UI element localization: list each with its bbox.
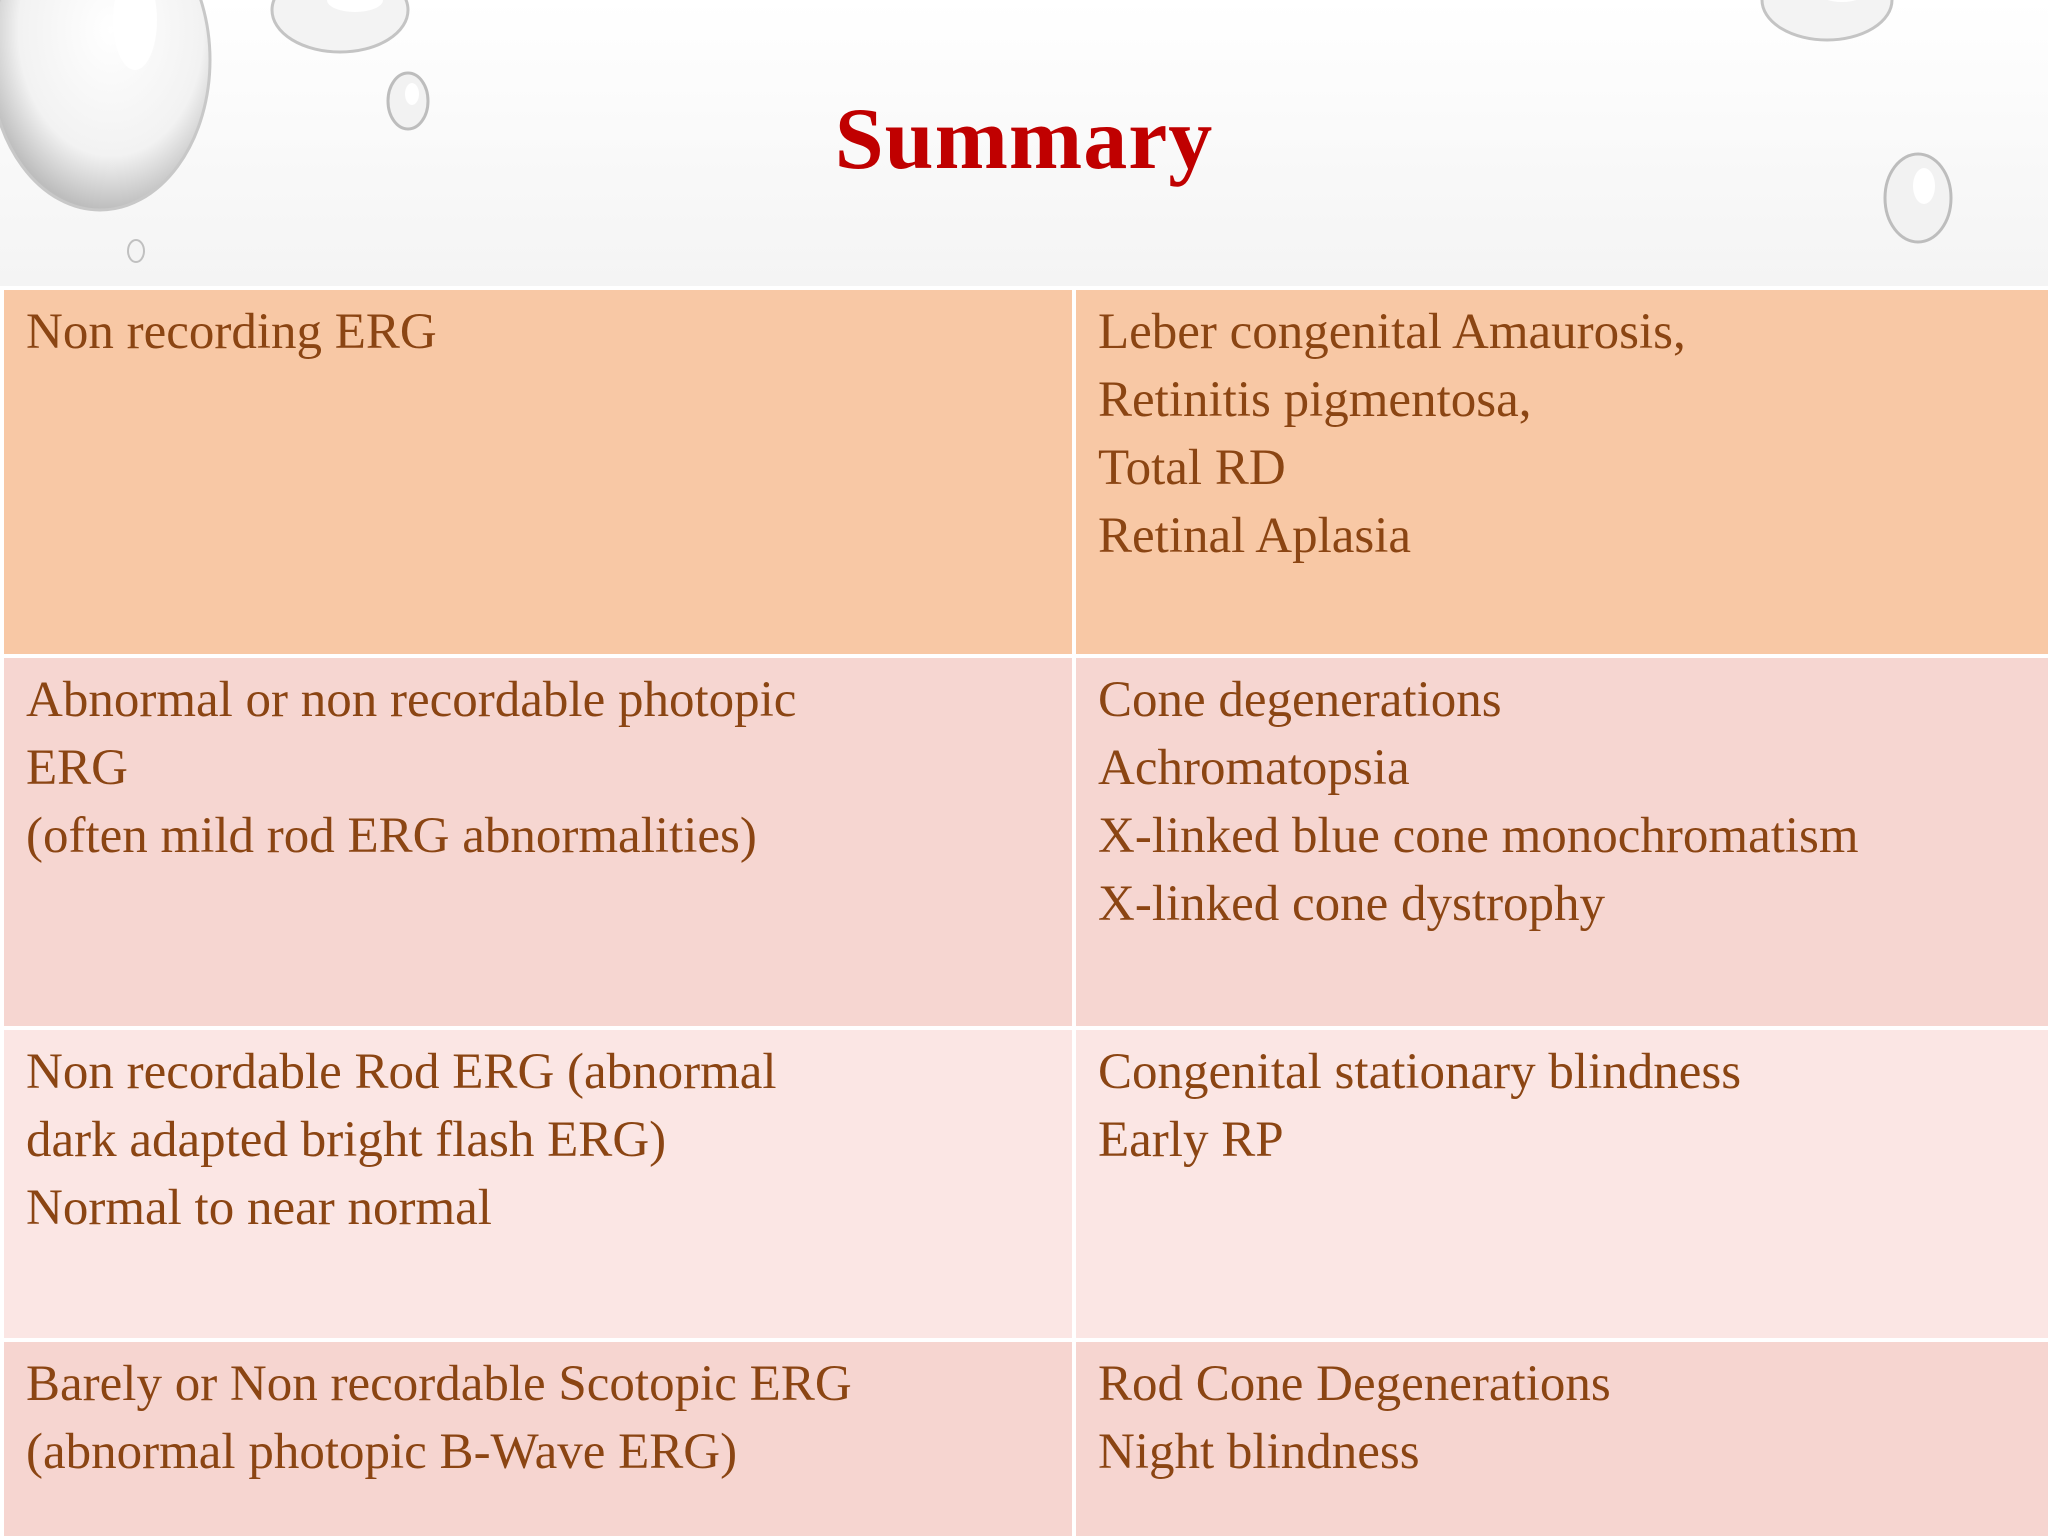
erg-finding-cell: Barely or Non recordable Scotopic ERG (abnormal photopic B-Wave ERG) <box>2 1340 1074 1536</box>
conditions-cell: Congenital stationary blindness Early RP <box>1074 1028 2048 1340</box>
erg-finding-cell: Abnormal or non recordable photopic ERG (often mild rod ERG abnormalities) <box>2 656 1074 1028</box>
erg-finding-cell: Non recording ERG <box>2 288 1074 656</box>
slide-title: Summary <box>834 91 1214 188</box>
conditions-cell: Cone degenerations Achromatopsia X-linked blue cone monochromatism X-linked cone dystrophy <box>1074 656 2048 1028</box>
water-drop-top-right-icon <box>1752 0 1902 60</box>
table-row <box>2 288 2048 656</box>
conditions-cell: Leber congenital Amaurosis, Retinitis pigmentosa, Total RD Retinal Aplasia <box>1074 288 2048 656</box>
water-drop-tiny-icon <box>124 236 148 266</box>
table-row <box>2 656 2048 1028</box>
erg-finding-cell: Non recordable Rod ERG (abnormal dark adapted bright flash ERG) Normal to near normal <box>2 1028 1074 1340</box>
summary-table <box>0 286 2048 1536</box>
table-row <box>2 1340 2048 1536</box>
table-row <box>2 1028 2048 1340</box>
conditions-cell: Rod Cone Degenerations Night blindness <box>1074 1340 2048 1536</box>
